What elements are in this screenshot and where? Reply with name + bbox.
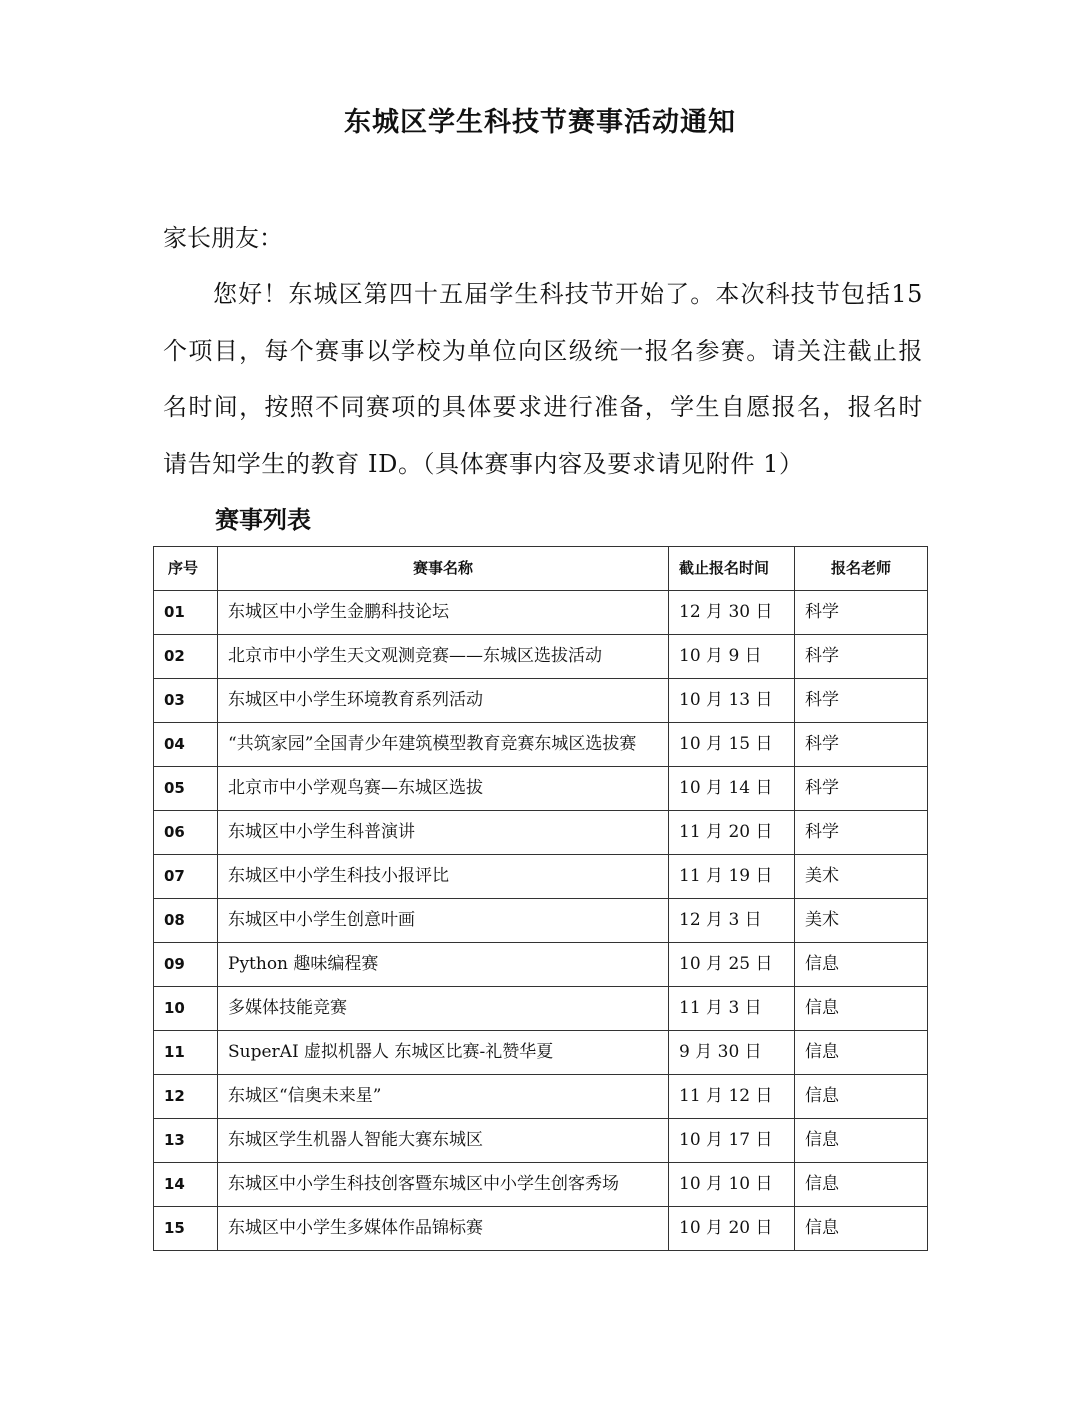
cell-event-name: 北京市中小学生天文观测竞赛——东城区选拔活动 <box>218 635 669 679</box>
body-paragraph: 您好！东城区第四十五届学生科技节开始了。本次科技节包括15个项目，每个赛事以学校为单位向区级统一报名参赛。请关注截止报名时间，按照不同赛项的具体要求进行准备，学生自愿报名，报名时请告知学生的教育 ID。（具体赛事内容及要求请见附件 1） <box>163 280 923 478</box>
cell-teacher: 科学 <box>795 767 928 811</box>
cell-event-name: 东城区中小学生科技创客暨东城区中小学生创客秀场 <box>218 1163 669 1207</box>
cell-number: 14 <box>154 1163 218 1207</box>
cell-teacher: 信息 <box>795 1075 928 1119</box>
cell-teacher: 信息 <box>795 1031 928 1075</box>
cell-deadline: 11 月 19 日 <box>669 855 795 899</box>
cell-number: 13 <box>154 1119 218 1163</box>
cell-deadline: 10 月 15 日 <box>669 723 795 767</box>
cell-event-name: 东城区中小学生科普演讲 <box>218 811 669 855</box>
cell-event-name: 东城区中小学生多媒体作品锦标赛 <box>218 1207 669 1251</box>
cell-deadline: 11 月 12 日 <box>669 1075 795 1119</box>
cell-number: 05 <box>154 767 218 811</box>
cell-deadline: 10 月 14 日 <box>669 767 795 811</box>
table-row <box>154 943 928 987</box>
cell-deadline: 9 月 30 日 <box>669 1031 795 1075</box>
header-number: 序号 <box>154 547 218 591</box>
table-row <box>154 899 928 943</box>
cell-teacher: 信息 <box>795 943 928 987</box>
cell-event-name: Python 趣味编程赛 <box>218 943 669 987</box>
cell-deadline: 12 月 3 日 <box>669 899 795 943</box>
cell-teacher: 科学 <box>795 723 928 767</box>
cell-number: 15 <box>154 1207 218 1251</box>
cell-deadline: 10 月 17 日 <box>669 1119 795 1163</box>
table-row <box>154 767 928 811</box>
cell-deadline: 10 月 9 日 <box>669 635 795 679</box>
cell-teacher: 信息 <box>795 1207 928 1251</box>
table-row <box>154 723 928 767</box>
cell-event-name: 东城区学生机器人智能大赛东城区 <box>218 1119 669 1163</box>
cell-number: 06 <box>154 811 218 855</box>
cell-teacher: 信息 <box>795 987 928 1031</box>
cell-event-name: 北京市中小学观鸟赛—东城区选拔 <box>218 767 669 811</box>
cell-event-name: 东城区中小学生创意叶画 <box>218 899 669 943</box>
table-row <box>154 1163 928 1207</box>
table-body <box>154 591 928 1251</box>
cell-number: 12 <box>154 1075 218 1119</box>
cell-deadline: 11 月 20 日 <box>669 811 795 855</box>
cell-number: 08 <box>154 899 218 943</box>
cell-event-name: 东城区中小学生金鹏科技论坛 <box>218 591 669 635</box>
table-row <box>154 1031 928 1075</box>
cell-teacher: 科学 <box>795 811 928 855</box>
cell-number: 11 <box>154 1031 218 1075</box>
cell-teacher: 美术 <box>795 855 928 899</box>
cell-teacher: 科学 <box>795 635 928 679</box>
table-row <box>154 811 928 855</box>
cell-deadline: 10 月 20 日 <box>669 1207 795 1251</box>
cell-teacher: 科学 <box>795 591 928 635</box>
cell-number: 02 <box>154 635 218 679</box>
cell-number: 04 <box>154 723 218 767</box>
table-row <box>154 635 928 679</box>
cell-number: 07 <box>154 855 218 899</box>
cell-number: 10 <box>154 987 218 1031</box>
table-row <box>154 679 928 723</box>
cell-event-name: 多媒体技能竞赛 <box>218 987 669 1031</box>
cell-event-name: SuperAI 虚拟机器人 东城区比赛-礼赞华夏 <box>218 1031 669 1075</box>
cell-number: 09 <box>154 943 218 987</box>
cell-deadline: 10 月 25 日 <box>669 943 795 987</box>
greeting: 家长朋友： <box>163 224 283 252</box>
section-heading: 赛事列表 <box>215 506 311 534</box>
cell-event-name: “共筑家园”全国青少年建筑模型教育竞赛东城区选拔赛 <box>218 723 669 767</box>
table-header-row <box>154 547 928 591</box>
table-row <box>154 591 928 635</box>
cell-deadline: 11 月 3 日 <box>669 987 795 1031</box>
table-row <box>154 1207 928 1251</box>
table-row <box>154 987 928 1031</box>
header-event-name: 赛事名称 <box>218 547 669 591</box>
table-row <box>154 855 928 899</box>
table-row <box>154 1075 928 1119</box>
cell-teacher: 科学 <box>795 679 928 723</box>
cell-event-name: 东城区中小学生环境教育系列活动 <box>218 679 669 723</box>
cell-number: 03 <box>154 679 218 723</box>
cell-teacher: 信息 <box>795 1119 928 1163</box>
page-title: 东城区学生科技节赛事活动通知 <box>344 107 736 138</box>
events-table <box>153 546 928 1251</box>
cell-number: 01 <box>154 591 218 635</box>
table-row <box>154 1119 928 1163</box>
cell-event-name: 东城区“信奥未来星” <box>218 1075 669 1119</box>
header-deadline: 截止报名时间 <box>669 547 795 591</box>
cell-teacher: 信息 <box>795 1163 928 1207</box>
header-teacher: 报名老师 <box>795 547 928 591</box>
cell-deadline: 10 月 10 日 <box>669 1163 795 1207</box>
cell-deadline: 10 月 13 日 <box>669 679 795 723</box>
cell-deadline: 12 月 30 日 <box>669 591 795 635</box>
cell-teacher: 美术 <box>795 899 928 943</box>
cell-event-name: 东城区中小学生科技小报评比 <box>218 855 669 899</box>
